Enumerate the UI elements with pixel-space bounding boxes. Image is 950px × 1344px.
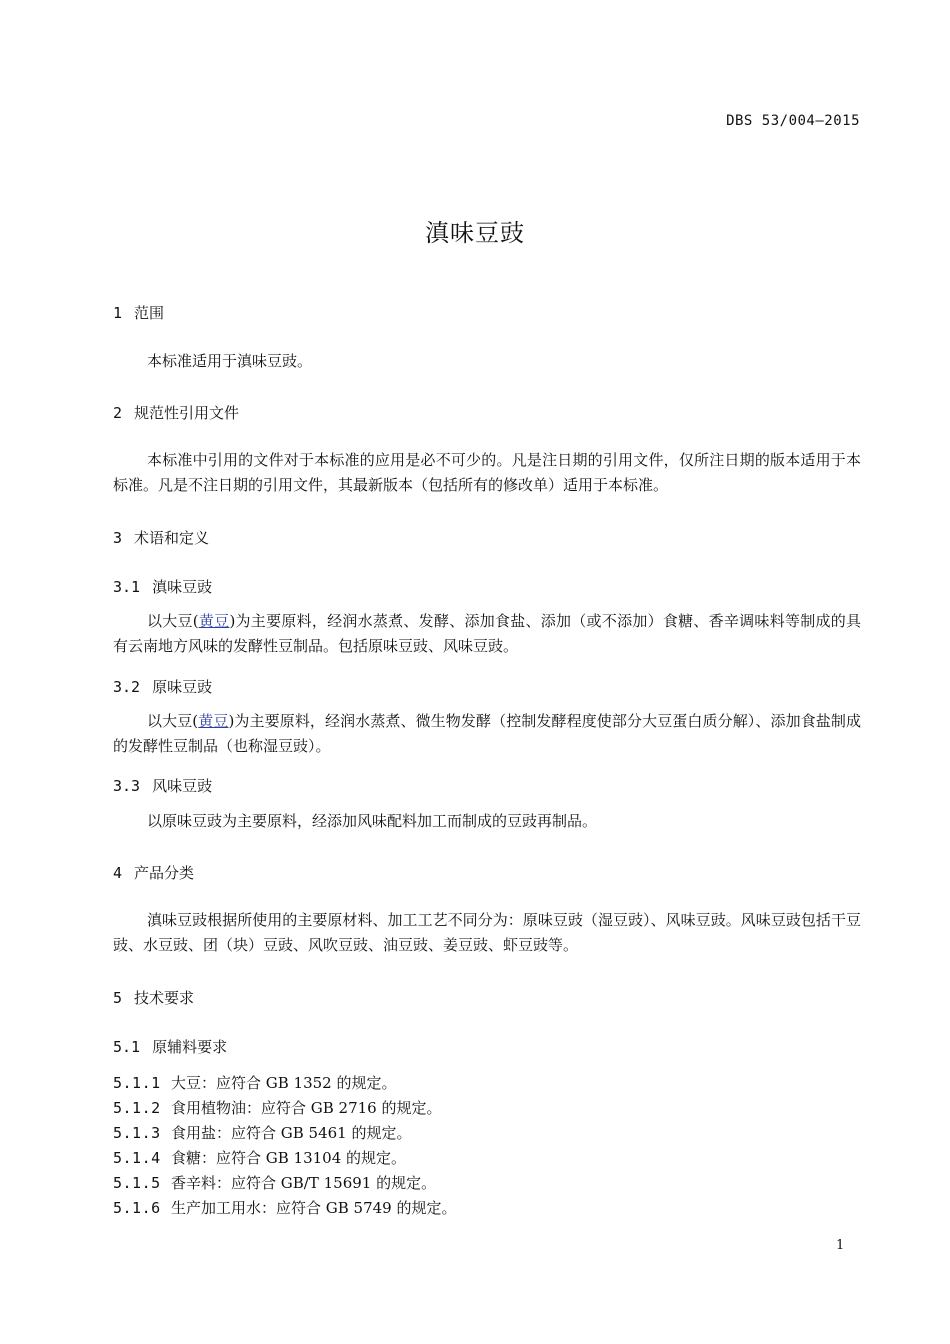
- requirement-item: [113, 1147, 406, 1168]
- requirement-item: [113, 1172, 436, 1193]
- requirement-item: [113, 1197, 457, 1218]
- text-prefix: 以大豆(: [147, 612, 199, 630]
- requirement-item: [113, 1072, 397, 1093]
- section-title: 范围: [134, 304, 165, 322]
- section-number: 3.3: [113, 777, 141, 795]
- soybean-link[interactable]: 黄豆: [198, 712, 229, 730]
- subsection-heading-3-1: [113, 576, 212, 597]
- section-number: 3.2: [113, 678, 141, 696]
- section-number: 5: [113, 989, 123, 1007]
- item-text: 生产加工用水：应符合 GB 5749 的规定。: [171, 1199, 457, 1217]
- section-title: 产品分类: [134, 864, 195, 882]
- section-1-text: 本标准适用于滇味豆豉。: [147, 352, 313, 370]
- section-title: 风味豆豉: [152, 777, 213, 795]
- section-number: 3: [113, 529, 123, 547]
- section-number: 2: [113, 404, 123, 422]
- item-number: 5.1.6: [113, 1199, 161, 1217]
- item-number: 5.1.4: [113, 1149, 161, 1167]
- section-number: 1: [113, 304, 123, 322]
- subsection-heading-3-2: [113, 676, 212, 697]
- section-heading-1: [113, 302, 164, 323]
- standard-code: DBS 53/004—2015: [726, 113, 860, 129]
- text-body: )为主要原料，经润水蒸煮、发酵、添加食盐、添加（或不添加）食糖、香辛调味料等制成的具有云南地方风味的发酵性豆制品。包括原味豆豉、风味豆豉。: [113, 612, 861, 655]
- requirement-item: [113, 1122, 412, 1143]
- definition-3-1-text: [113, 609, 861, 659]
- item-text: 食糖：应符合 GB 13104 的规定。: [171, 1149, 407, 1167]
- item-number: 5.1.1: [113, 1074, 161, 1092]
- subsection-heading-5-1: [113, 1036, 227, 1057]
- item-text: 大豆：应符合 GB 1352 的规定。: [171, 1074, 397, 1092]
- section-title: 技术要求: [134, 989, 195, 1007]
- section-title: 滇味豆豉: [152, 578, 213, 596]
- definition-3-3-text: 以原味豆豉为主要原料，经添加风味配料加工而制成的豆豉再制品。: [147, 812, 598, 830]
- text-body: )为主要原料，经润水蒸煮、微生物发酵（控制发酵程度使部分大豆蛋白质分解）、添加食盐制成的发酵性豆制品（也称湿豆豉）。: [113, 712, 861, 755]
- requirement-item: [113, 1097, 442, 1118]
- section-4-text: 滇味豆豉根据所使用的主要原材料、加工工艺不同分为：原味豆豉（湿豆豉）、风味豆豉。风味豆豉包括干豆豉、水豆豉、团（块）豆豉、风吹豆豉、油豆豉、姜豆豉、虾豆豉等。: [113, 911, 861, 954]
- section-title: 术语和定义: [134, 529, 210, 547]
- item-text: 香辛料：应符合 GB/T 15691 的规定。: [171, 1174, 437, 1192]
- text-prefix: 以大豆(: [147, 712, 199, 730]
- soybean-link[interactable]: 黄豆: [198, 612, 230, 630]
- section-number: 5.1: [113, 1038, 141, 1056]
- item-number: 5.1.2: [113, 1099, 161, 1117]
- subsection-heading-3-3: [113, 775, 212, 796]
- section-heading-5: [113, 987, 194, 1008]
- section-heading-4: [113, 862, 194, 883]
- section-number: 4: [113, 864, 123, 882]
- definition-3-2-text: [113, 709, 861, 759]
- item-number: 5.1.5: [113, 1174, 161, 1192]
- section-heading-2: [113, 402, 239, 423]
- section-heading-3: [113, 527, 209, 548]
- item-text: 食用盐：应符合 GB 5461 的规定。: [171, 1124, 412, 1142]
- page-number: 1: [836, 1238, 845, 1253]
- section-title: 原辅料要求: [152, 1038, 228, 1056]
- page-title: 滇味豆豉: [425, 219, 525, 247]
- section-number: 3.1: [113, 578, 141, 596]
- section-title: 原味豆豉: [152, 678, 213, 696]
- section-title: 规范性引用文件: [134, 404, 240, 422]
- item-number: 5.1.3: [113, 1124, 161, 1142]
- item-text: 食用植物油：应符合 GB 2716 的规定。: [171, 1099, 442, 1117]
- section-2-text: 本标准中引用的文件对于本标准的应用是必不可少的。凡是注日期的引用文件，仅所注日期的版本适用于本标准。凡是不注日期的引用文件，其最新版本（包括所有的修改单）适用于本标准。: [113, 451, 861, 494]
